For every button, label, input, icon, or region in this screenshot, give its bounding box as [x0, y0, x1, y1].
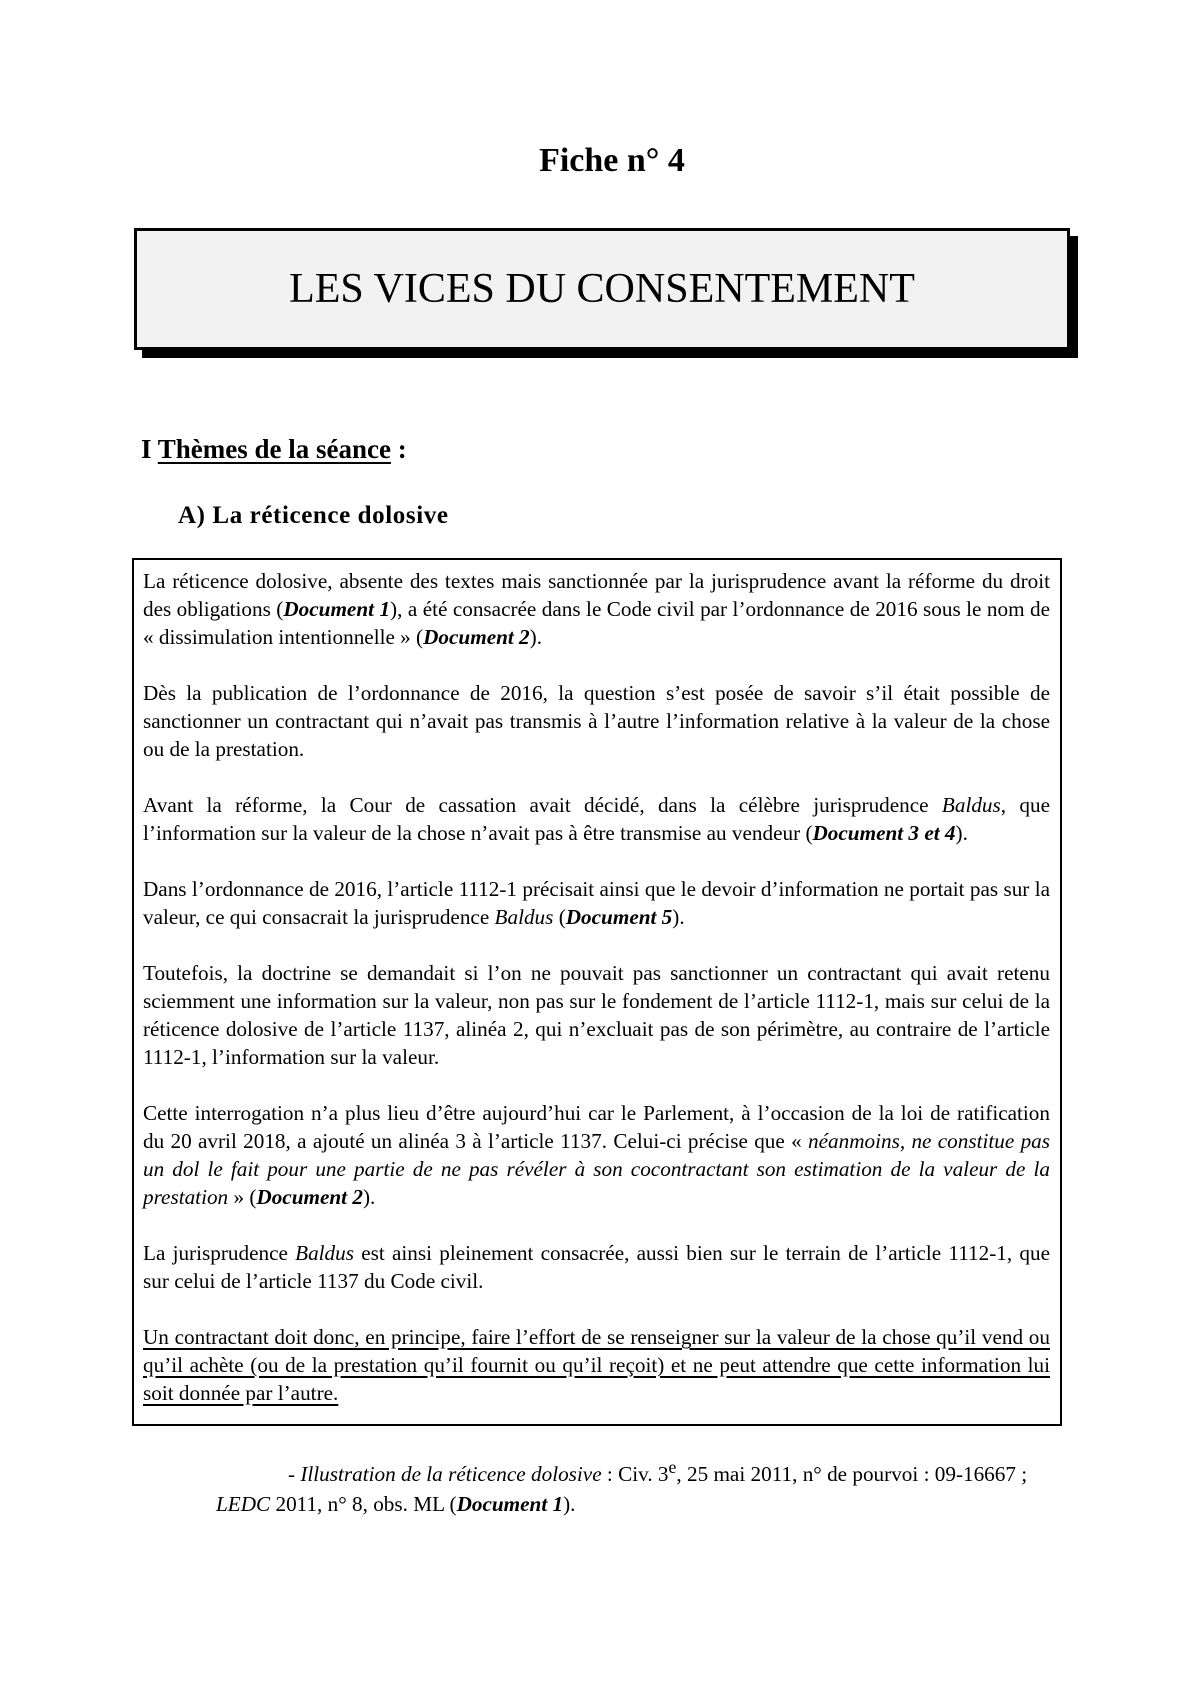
p1-text-1: La réticence dolosive, absente des textes mais sanctionnée par la jurisprudence avant la réforme du droit des obligations ( — [143, 569, 1050, 621]
section-colon: : — [391, 434, 407, 464]
case-name: Baldus — [941, 793, 1001, 817]
document-ref: Document 1 — [283, 597, 391, 621]
document-ref: Document 3 et 4 — [812, 821, 956, 845]
fiche-number: Fiche n° 4 — [539, 142, 685, 179]
document-ref: Document 2 — [256, 1185, 363, 1209]
p6-text-3: ). — [362, 1185, 376, 1209]
paragraph-4 — [143, 875, 1050, 931]
title-box — [134, 228, 1070, 350]
section-number: I — [141, 434, 158, 464]
paragraph-2: Dès la publication de l’ordonnance de 2016, la question s’est posée de savoir s’il était possible de sanctionner un contractant qui n’avait pas transmis à l’autre l’information relative à la valeur de la chose ou de la prestation. — [143, 681, 1050, 761]
illustration-text-4: ). — [563, 1492, 576, 1517]
case-name: Baldus — [295, 1241, 354, 1265]
statute-quote: néanmoins, ne constitue pas un dol le fait pour une partie de ne pas révéler à son cocontractant son estimation de la valeur de la prestation — [143, 1129, 1051, 1209]
p3-text-3: ). — [955, 821, 968, 845]
paragraph-1 — [143, 567, 1050, 651]
p6-text-2: » ( — [228, 1185, 257, 1209]
document-ref: Document 2 — [423, 625, 530, 649]
paragraph-7 — [143, 1239, 1050, 1295]
document-ref: Document 5 — [565, 905, 673, 929]
summary-box — [132, 558, 1062, 1426]
p4-text-1: Dans l’ordonnance de 2016, l’article 1112-1 précisait ainsi que le devoir d’information ne portait pas sur la valeur, ce qui consacrait la jurisprudence — [143, 877, 1050, 929]
illustration-text-3: 2011, n° 8, obs. ML ( — [270, 1492, 457, 1517]
subsection-heading: A) La réticence dolosive — [178, 502, 449, 529]
paragraph-5: Toutefois, la doctrine se demandait si l’on ne pouvait pas sanctionner un contractant qui avait retenu sciemment une information sur la valeur, non pas sur le fondement de l’article 1112-1, mais sur celui de la réticence dolosive de l’article 1137, alinéa 2, qui n’excluait pas de son périmètre, au contraire de l’article 1112-1, l’information sur la valeur. — [143, 961, 1050, 1069]
journal-name: LEDC — [216, 1492, 271, 1517]
p7-text-2: est ainsi pleinement consacrée, aussi bien sur le terrain de l’article 1112-1, que sur celui de l’article 1137 du Code civil. — [143, 1241, 1050, 1293]
section-label: Thèmes de la séance — [157, 434, 391, 464]
section-heading — [141, 432, 407, 466]
paragraph-3 — [143, 791, 1050, 847]
paragraph-6 — [143, 1099, 1050, 1211]
superscript-e: e — [668, 1457, 677, 1477]
illustration-label: - Illustration de la réticence dolosive — [288, 1462, 602, 1487]
illustration-text-1: : Civ. 3 — [601, 1462, 669, 1487]
case-name: Baldus — [494, 905, 554, 929]
p4-text-3: ). — [672, 905, 685, 929]
p7-text-1: La jurisprudence — [143, 1241, 296, 1265]
p3-text-1: Avant la réforme, la Cour de cassation avait décidé, dans la célèbre jurisprudence — [143, 793, 942, 817]
p6-text-1: Cette interrogation n’a plus lieu d’être aujourd’hui car le Parlement, à l’occasion de la loi de ratification du 20 avril 2018, a ajouté un alinéa 3 à l’article 1137. Celui-ci précise que « — [143, 1101, 1050, 1153]
paragraph-8-conclusion: Un contractant doit donc, en principe, faire l’effort de se renseigner sur la valeur de la chose qu’il vend ou qu’il achète (ou de la prestation qu’il fournit ou qu’il reçoit) et ne peut attendre que cette information lui soit donnée par l’autre. — [143, 1325, 1050, 1405]
illustration-reference — [216, 1452, 1056, 1519]
p4-text-2: ( — [553, 905, 566, 929]
p1-text-3: ). — [529, 625, 543, 649]
p1-text-2: ), a été consacrée dans le Code civil par l’ordonnance de 2016 sous le nom de « dissimulation intentionnelle » ( — [143, 597, 1051, 649]
title-frame — [134, 228, 1070, 350]
p3-text-2: , que l’information sur la valeur de la chose n’avait pas à être transmise au vendeur ( — [143, 793, 1050, 845]
document-ref: Document 1 — [456, 1492, 564, 1517]
illustration-text-2: , 25 mai 2011, n° de pourvoi : 09-16667 ; — [676, 1462, 1028, 1487]
document-title: LES VICES DU CONSENTEMENT — [289, 266, 915, 312]
